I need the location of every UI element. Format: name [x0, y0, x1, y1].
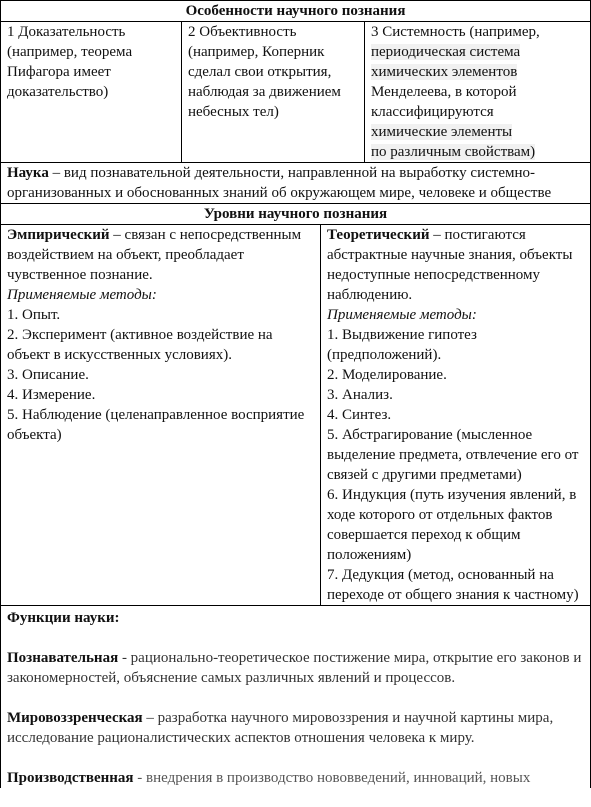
feature-line: сделал свои открытия, [188, 64, 332, 80]
functions-cell [1, 606, 591, 789]
method-item: 5. Наблюдение (целенаправленное восприятие объекта) [7, 407, 305, 443]
theoretical-term: Теоретический [327, 227, 430, 243]
highlight: по различным свойствам) [371, 144, 536, 160]
function-term: Познавательная [7, 650, 119, 666]
feature-line [371, 142, 586, 162]
empirical-desc: – связан с непосредственным воздействием на объект, преобладает чувственное познание. [7, 227, 302, 283]
method-item: 1. Опыт. [7, 307, 61, 323]
feature-line: наблюдая за движением [188, 84, 341, 100]
feature-line: (например, теорема [7, 44, 133, 60]
function-item [7, 708, 586, 748]
method-item: 3. Анализ. [327, 387, 393, 403]
feature-line [371, 122, 586, 142]
method-item: 1. Выдвижение гипотез (предположений). [327, 327, 477, 363]
theoretical-definition [327, 225, 586, 305]
feature-line: 3 Системность (например, [371, 24, 540, 40]
features-title: Особенности научного познания [1, 1, 591, 22]
highlight: химических элементов [371, 64, 518, 80]
science-term: Наука [7, 165, 49, 181]
feature-line: Менделеева, в которой [371, 84, 517, 100]
method-item: 4. Измерение. [7, 387, 96, 403]
method-item: 6. Индукция (путь изучения явлений, в ходе которого от отдельных фактов совершается переход к общим положениям) [327, 487, 577, 563]
feature-line: Пифагора имеет [7, 64, 111, 80]
science-definition [1, 163, 591, 204]
theoretical-desc: – постигаются абстрактные научные знания, объекты недоступные непосредственному наблюдению. [327, 227, 573, 303]
function-item [7, 768, 586, 788]
theoretical-cell [321, 225, 591, 606]
method-item: 2. Эксперимент (активное воздействие на объект в искусственных условиях). [7, 327, 273, 363]
method-item: 2. Моделирование. [327, 367, 447, 383]
functions-row [1, 606, 591, 789]
theoretical-methods-label: Применяемые методы: [327, 307, 477, 323]
method-item: 5. Абстрагирование (мысленное выделение предмета, отвлечение его от связей с другими предметами) [327, 427, 579, 483]
feature-line: доказательство) [7, 84, 109, 100]
levels-title: Уровни научного познания [1, 204, 591, 225]
feature-line [371, 62, 586, 82]
highlight: периодическая система [371, 44, 521, 60]
empirical-methods-label: Применяемые методы: [7, 287, 157, 303]
feature-cell-proof [1, 22, 182, 163]
spacer [7, 748, 586, 768]
method-item: 4. Синтез. [327, 407, 392, 423]
method-item: 3. Описание. [7, 367, 89, 383]
empirical-definition [7, 225, 316, 285]
empirical-cell [1, 225, 321, 606]
function-text: - рационально-теоретическое постижение мира, открытие его законов и закономерностей, объяснение самых различных явлений и процессов. [7, 650, 582, 686]
science-text: – вид познавательной деятельности, направленной на выработку системно-организованных и обоснованных знаний об окружающем мире, человеке и обществе [7, 165, 552, 201]
function-text: - внедрения в производство нововведений, инноваций, новых [133, 770, 531, 786]
feature-line [371, 42, 586, 62]
levels-header-row [1, 204, 591, 225]
feature-line: 2 Объективность [188, 24, 297, 40]
feature-line: небесных тел) [188, 104, 279, 120]
function-text: – разработка научного мировоззрения и научной картины мира, исследование рационалистических аспектов отношения человека к миру. [7, 710, 554, 746]
features-header-row [1, 1, 591, 22]
method-item: 7. Дедукция (метод, основанный на переходе от общего знания к частному) [327, 567, 579, 603]
feature-line: 1 Доказательность [7, 24, 126, 40]
function-term: Производственная [7, 770, 134, 786]
function-item [7, 648, 586, 688]
empirical-term: Эмпирический [7, 227, 110, 243]
features-row [1, 22, 591, 163]
levels-row [1, 225, 591, 606]
feature-line: классифицируются [371, 104, 494, 120]
functions-title: Функции науки: [7, 610, 120, 626]
spacer [7, 628, 586, 648]
feature-line: (например, Коперник [188, 44, 325, 60]
feature-cell-objectivity [182, 22, 365, 163]
highlight: химические элементы [371, 124, 513, 140]
science-definition-row [1, 163, 591, 204]
spacer [7, 688, 586, 708]
function-term: Мировоззренческая [7, 710, 143, 726]
feature-cell-system [365, 22, 591, 163]
